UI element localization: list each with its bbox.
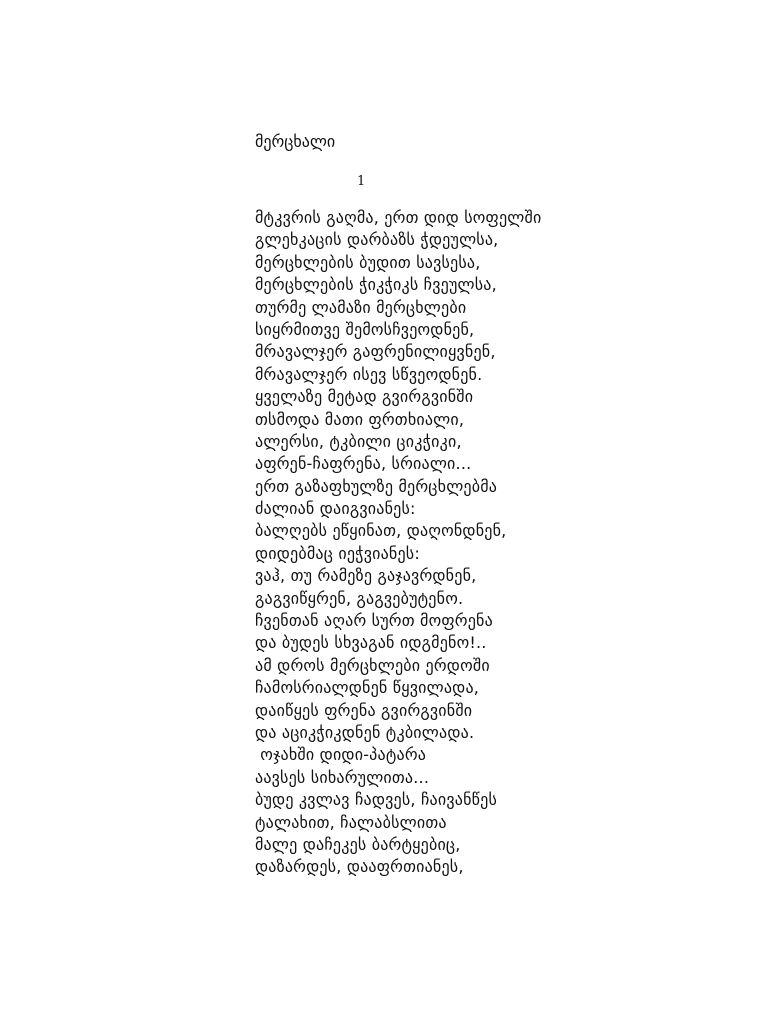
poem-line: მრავალჯერ გაფრენილიყვნენ, xyxy=(255,342,496,362)
poem-line: ვაჰ, თუ რამეზე გაჯავრდნენ, xyxy=(255,566,477,586)
poem-line: ჩამოსრიალდნენ წყვილადა, xyxy=(255,678,480,698)
poem-line: დიდებმაც იეჭვიანეს: xyxy=(255,543,420,563)
poem-line: გლეხკაცის დარბაზს ჭდეულსა, xyxy=(255,230,499,250)
poem-line: ბუდე კვლავ ჩადვეს, ჩაივანწეს xyxy=(255,790,497,810)
poem-line: მალე დაჩეკეს ბარტყებიც, xyxy=(255,834,461,854)
poem-line: მრავალჯერ ისევ სწვეოდნენ. xyxy=(255,364,483,384)
poem-line: სიყრმითვე შემოსჩვეოდნენ, xyxy=(255,319,475,339)
poem-line: ერთ გაზაფხულზე მერცხლებმა xyxy=(255,476,498,496)
section-number: 1 xyxy=(357,174,366,189)
poem-title: მერცხალი xyxy=(255,132,336,151)
poem-line: მერცხლების ჭიკჭიკს ჩვეულსა, xyxy=(255,275,497,295)
poem-line: ძალიან დაიგვიანეს: xyxy=(255,499,416,519)
poem-line: ტალახით, ჩალაბსლითა xyxy=(255,812,447,832)
poem-line: და აციკჭიკდნენ ტკბილადა. xyxy=(255,722,475,742)
poem-line: თურმე ლამაზი მერცხლები xyxy=(255,297,467,317)
poem-line: აავსეს სიხარულითა... xyxy=(255,767,430,787)
poem-line: აფრენ-ჩაფრენა, სრიალი... xyxy=(255,454,472,474)
poem-line: გაგვიწყრენ, გაგვებუტენო. xyxy=(255,588,464,608)
poem-line: მტკვრის გაღმა, ერთ დიდ სოფელში xyxy=(255,208,542,227)
poem-line: ოჯახში დიდი-პატარა xyxy=(255,745,427,765)
poem-line: ყველაზე მეტად გვირგვინში xyxy=(255,387,474,407)
poem-body xyxy=(255,207,541,879)
poem-line: თსმოდა მათი ფრთხიალი, xyxy=(255,409,465,429)
poem-line: ჩვენთან აღარ სურთ მოფრენა xyxy=(255,611,493,631)
poem-line: და ბუდეს სხვაგან იდგმენო!.. xyxy=(255,633,487,653)
poem-line: დაზარდეს, დააფრთიანეს, xyxy=(255,857,464,877)
poem-line: მერცხლების ბუდით სავსესა, xyxy=(255,252,481,272)
poem-line: ბალღებს ეწყინათ, დაღონდნენ, xyxy=(255,521,507,541)
poem-line: ალერსი, ტკბილი ციკჭიკი, xyxy=(255,431,462,451)
poem-line: ამ დროს მერცხლები ერდოში xyxy=(255,655,490,675)
poem-line: დაიწყეს ფრენა გვირგვინში xyxy=(255,700,473,720)
